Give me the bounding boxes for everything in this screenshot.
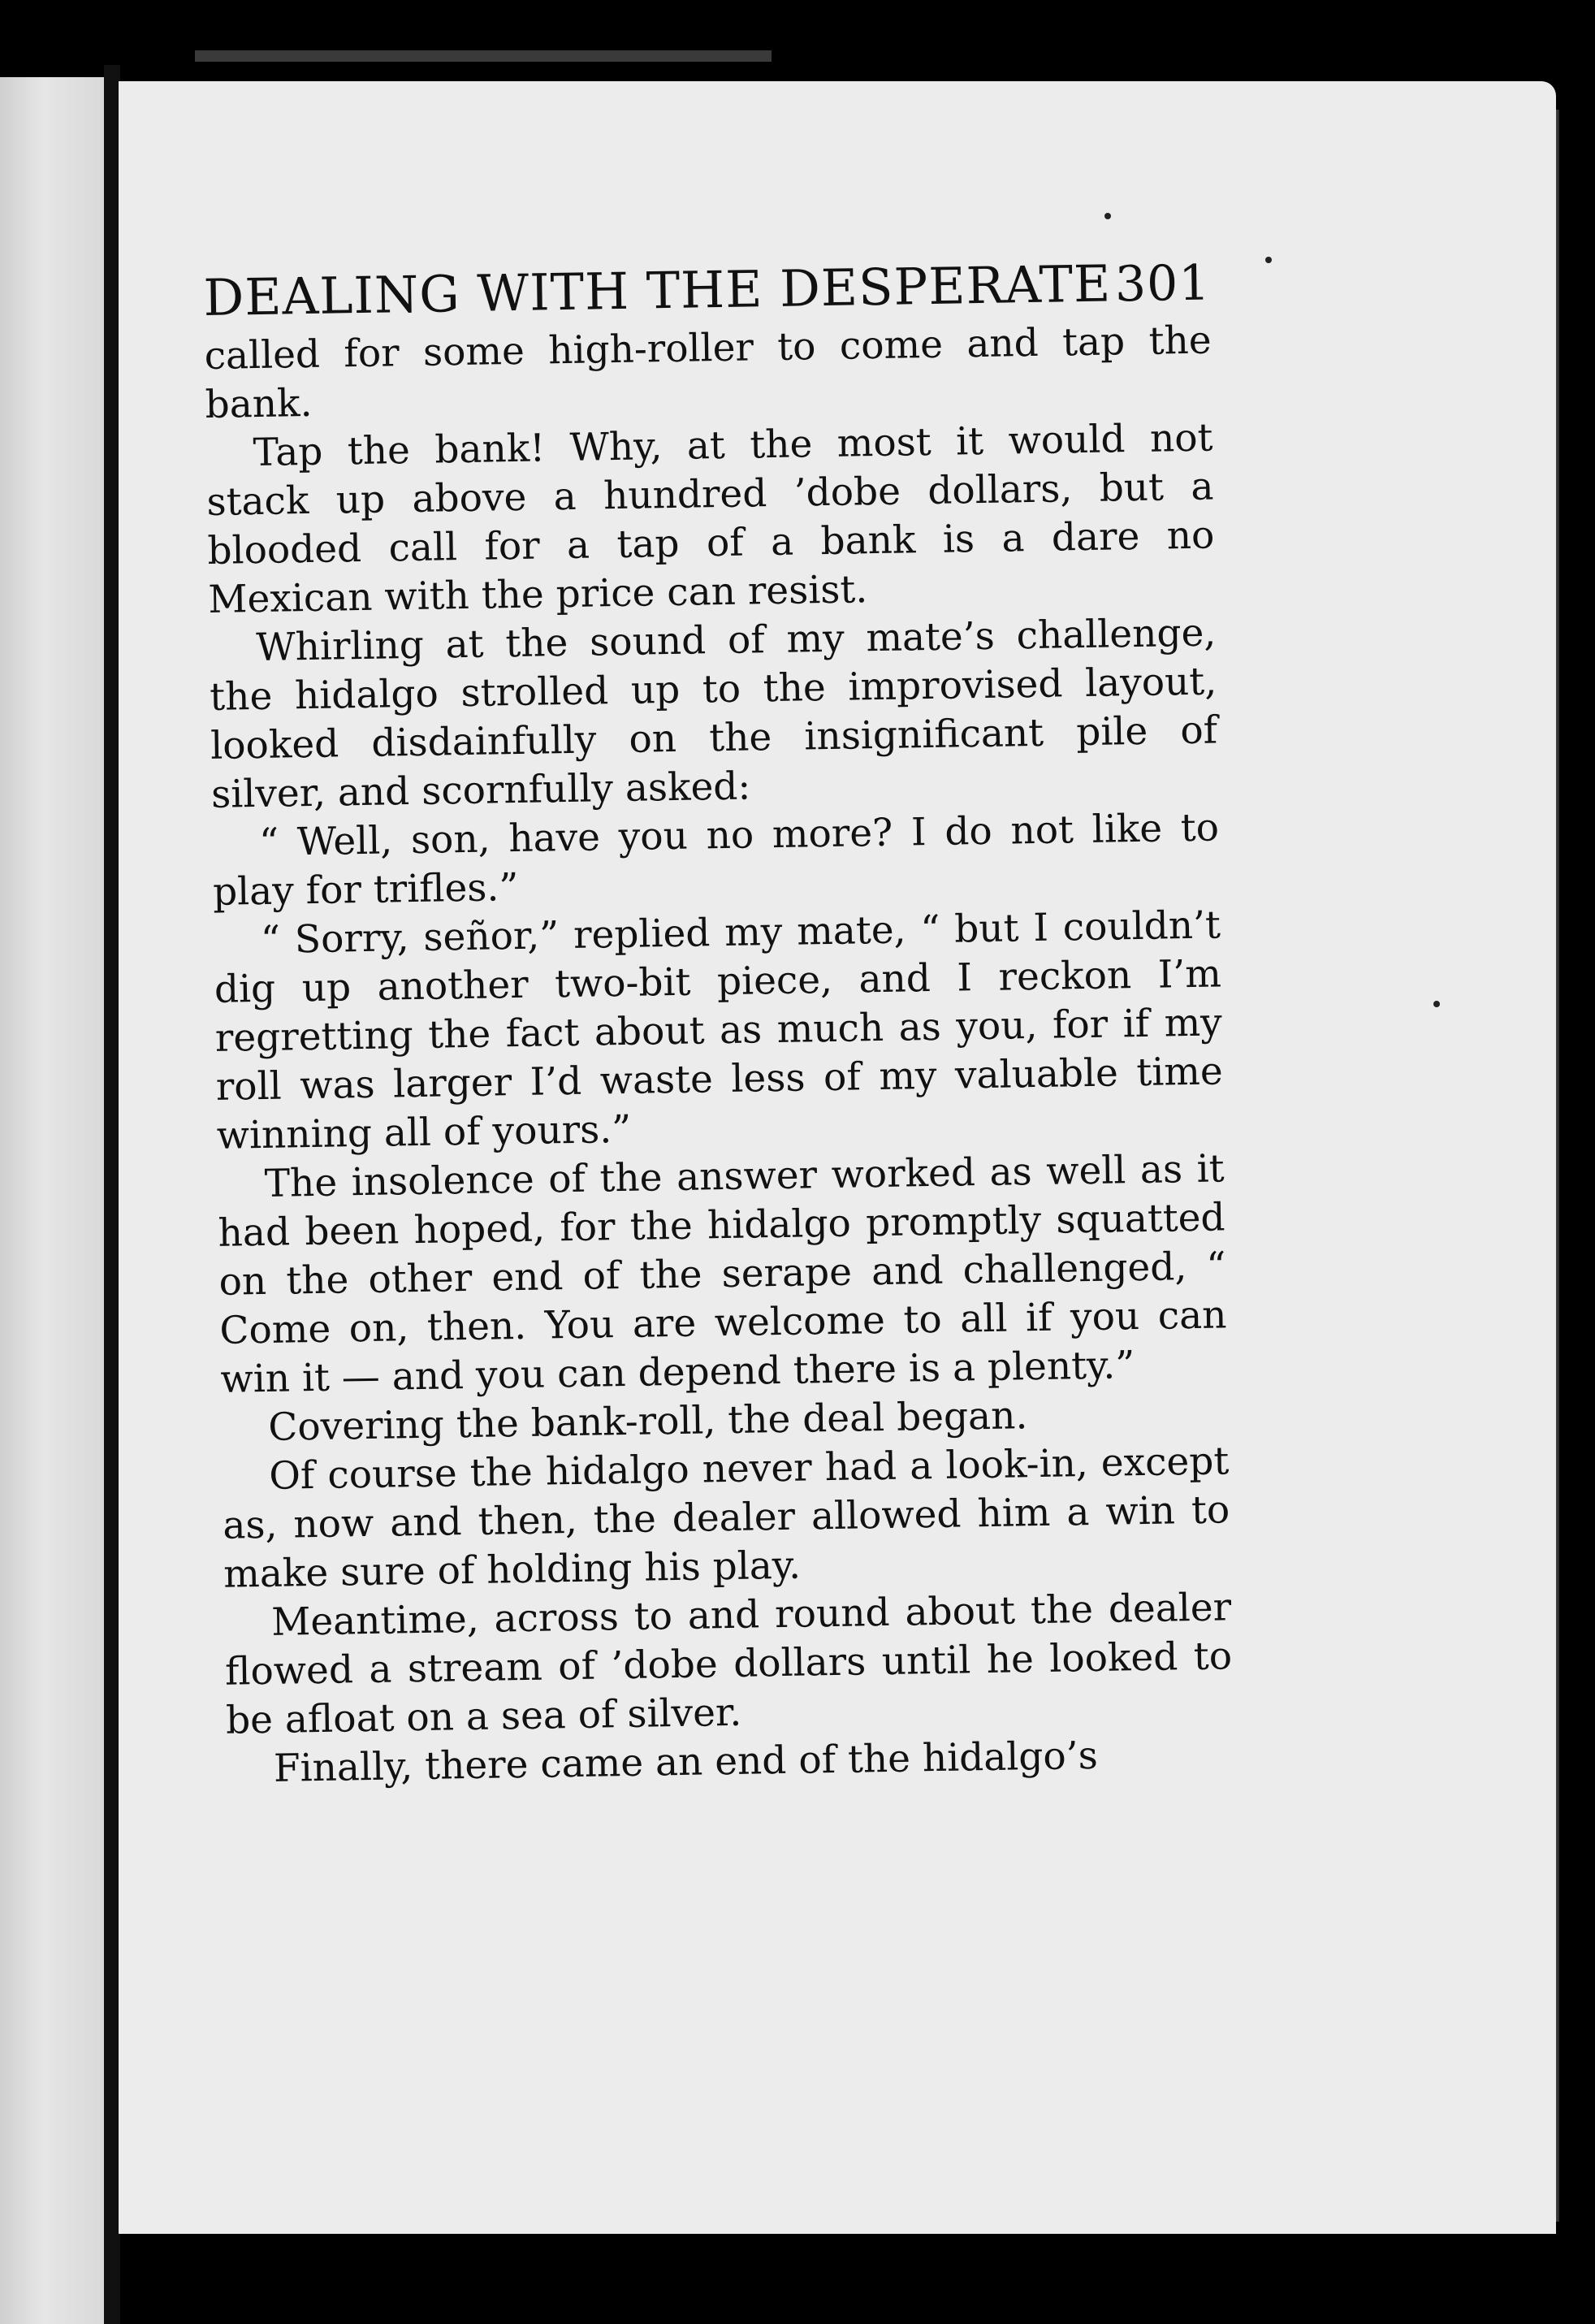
facing-page-edge — [0, 77, 107, 2324]
ink-speck — [1433, 1001, 1440, 1007]
scan-border-mark — [195, 50, 772, 62]
paragraph: Whirling at the sound of my mate’s challenge, the hidalgo strolled up to the improvised layout, looked disdainfully on the insignificant pile of silver, and scornfully asked: — [209, 610, 1218, 817]
paragraph: Covering the bank-roll, the deal began. — [267, 1393, 1028, 1450]
paragraph: Meantime, across to and round about the dealer flowed a stream of ’dobe dollars until he looked to be afloat on a sea of silver. — [224, 1585, 1233, 1743]
book-gutter — [104, 65, 120, 2324]
paragraph: called for some high-roller to come and tap the bank. — [204, 318, 1212, 427]
paragraph: “ Well, son, have you no more? I do not like to play for trifles.” — [212, 805, 1220, 915]
body-text — [204, 317, 1234, 1794]
ink-speck — [1265, 257, 1272, 263]
page-text — [203, 253, 1234, 1794]
page-number: 301 — [1114, 254, 1211, 314]
paragraph: Finally, there came an end of the hidalgo’s — [273, 1733, 1099, 1791]
paragraph: Of course the hidalgo never had a look-in, except as, now and then, the dealer allowed him a win to make sure of holding his play. — [222, 1439, 1230, 1597]
ink-speck — [1104, 213, 1111, 219]
paragraph: The insolence of the answer worked as well as it had been hoped, for the hidalgo promptly squatted on the other end of the serape and challenged, “ Come on, then. You are welcome to all if you can win it — and you can depend there is a plenty.” — [218, 1146, 1227, 1402]
paragraph: “ Sorry, señor,” replied my mate, “ but I couldn’t dig up another two-bit piece, and I reckon I’m regretting the fact about as much as you, for if my roll was larger I’d waste less of my valuable time winning all of yours.” — [214, 902, 1224, 1158]
paragraph: Tap the bank! Why, at the most it would not stack up above a hundred ’dobe dollars, but a blooded call for a tap of a bank is a dare no Mexican with the price can resist. — [206, 415, 1215, 622]
running-head-title: DEALING WITH THE DESPERATE — [203, 253, 1112, 327]
